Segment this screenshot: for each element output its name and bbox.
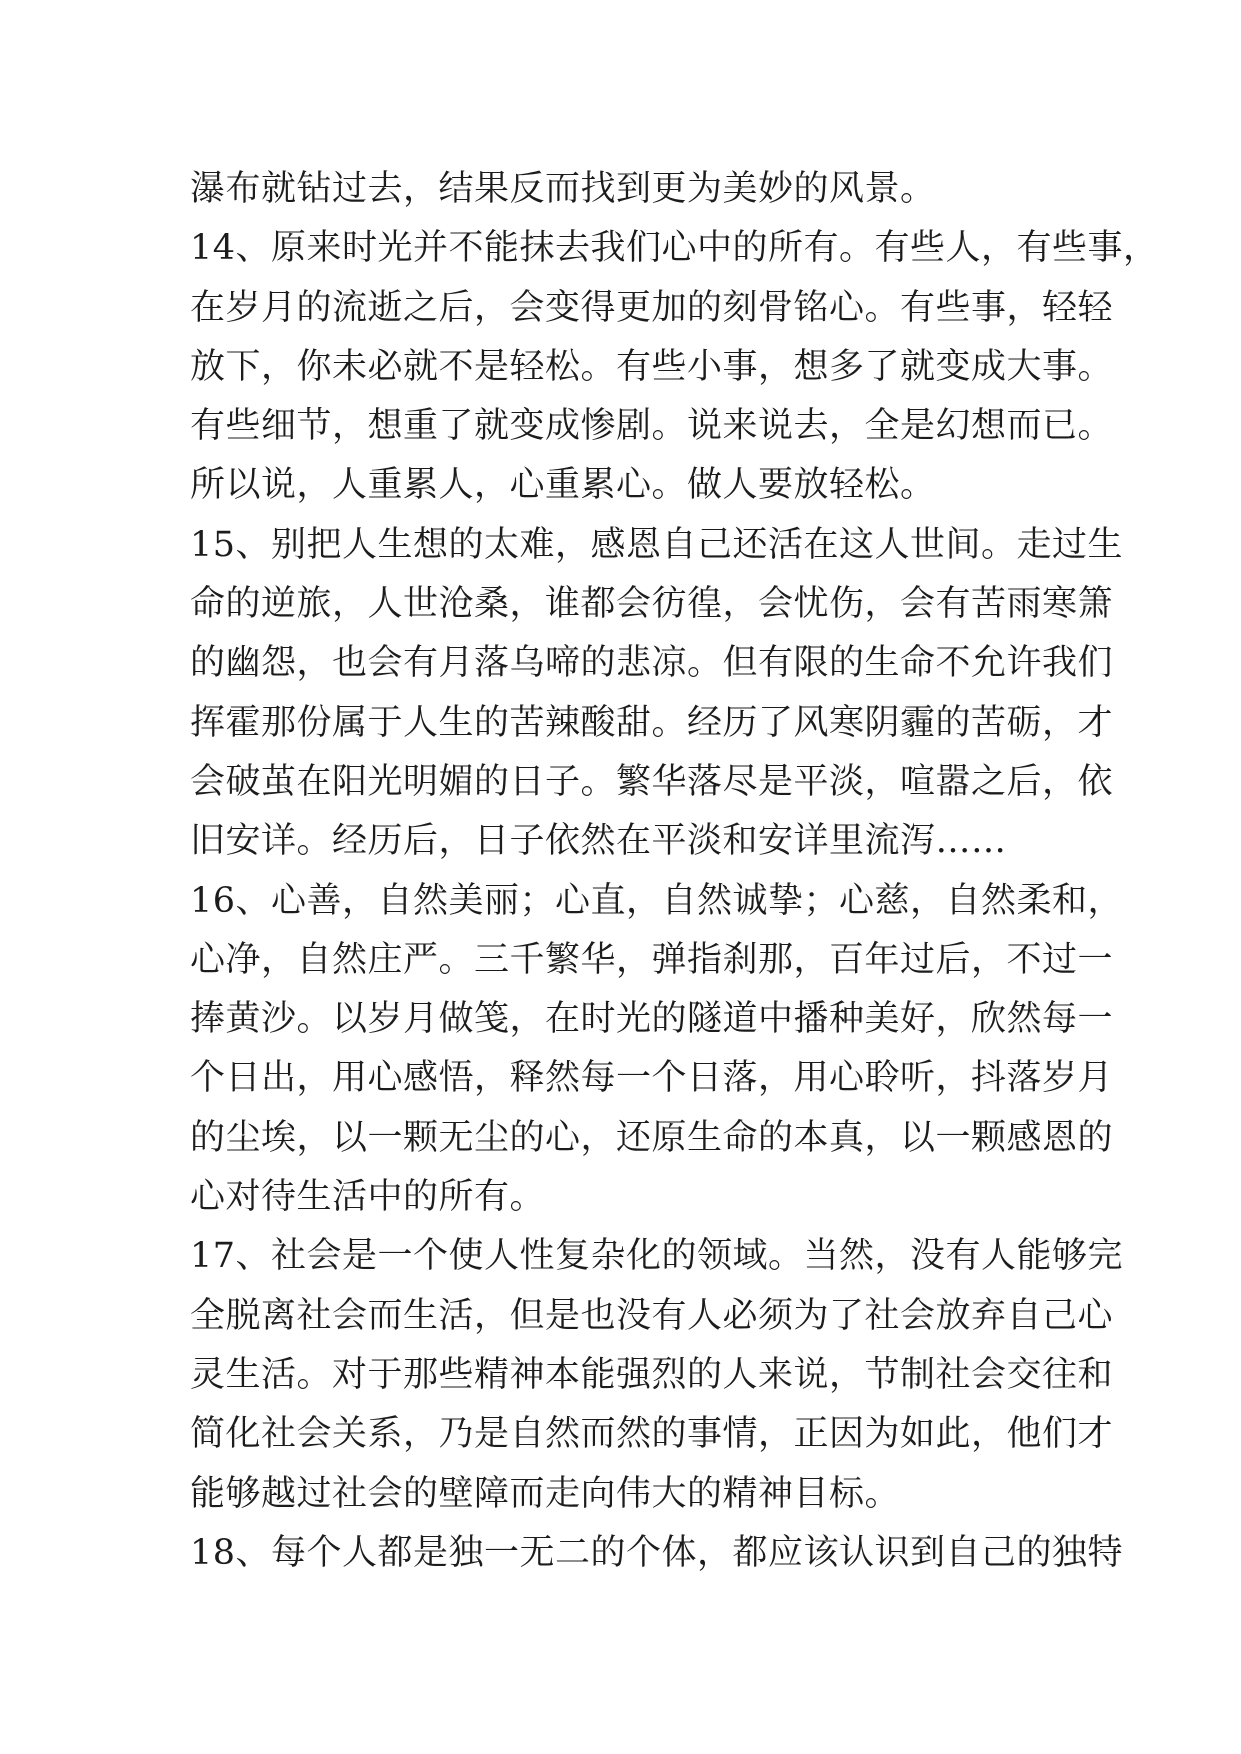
- text-line: 16、心善，自然美丽；心直，自然诚挚；心慈，自然柔和，: [190, 880, 1124, 921]
- text-line: 能够越过社会的壁障而走向伟大的精神目标。: [190, 1473, 901, 1514]
- text-line: 的幽怨，也会有月落乌啼的悲凉。但有限的生命不允许我们: [190, 643, 1114, 684]
- text-line: 灵生活。对于那些精神本能强烈的人来说，节制社会交往和: [190, 1354, 1114, 1395]
- text-line: 心对待生活中的所有。: [190, 1177, 546, 1218]
- text-line: 瀑布就钻过去，结果反而找到更为美妙的风景。: [190, 169, 936, 209]
- text-line: 挥霍那份属于人生的苦辣酸甜。经历了风寒阴霾的苦砺，才: [190, 702, 1114, 743]
- text-line: 14、原来时光并不能抹去我们心中的所有。有些人，有些事，: [190, 228, 1159, 269]
- text-line: 在岁月的流逝之后，会变得更加的刻骨铭心。有些事，轻轻: [190, 287, 1114, 328]
- text-line: 命的逆旅，人世沧桑，谁都会彷徨，会忧伤，会有苦雨寒箫: [190, 584, 1114, 625]
- text-line: 捧黄沙。以岁月做笺，在时光的隧道中播种美好，欣然每一: [190, 999, 1114, 1040]
- text-line: 简化社会关系，乃是自然而然的事情，正因为如此，他们才: [190, 1414, 1114, 1455]
- text-line: 15、别把人生想的太难，感恩自己还活在这人世间。走过生: [190, 524, 1124, 565]
- text-line: 所以说，人重累人，心重累心。做人要放轻松。: [190, 465, 936, 506]
- body-text: [190, 160, 1159, 1583]
- text-line: 18、每个人都是独一无二的个体，都应该认识到自己的独特: [190, 1532, 1124, 1573]
- text-line: 个日出，用心感悟，释然每一个日落，用心聆听，抖落岁月: [190, 1058, 1114, 1099]
- text-line: 17、社会是一个使人性复杂化的领域。当然，没有人能够完: [190, 1236, 1124, 1277]
- text-line: 心净，自然庄严。三千繁华，弹指刹那，百年过后，不过一: [190, 939, 1114, 980]
- text-line: 放下，你未必就不是轻松。有些小事，想多了就变成大事。: [190, 346, 1114, 387]
- text-line: 全脱离社会而生活，但是也没有人必须为了社会放弃自己心: [190, 1295, 1114, 1336]
- text-line: 有些细节，想重了就变成惨剧。说来说去，全是幻想而已。: [190, 406, 1114, 447]
- text-line: 旧安详。经历后，日子依然在平淡和安详里流泻……: [190, 821, 1007, 862]
- text-line: 会破茧在阳光明媚的日子。繁华落尽是平淡，喧嚣之后，依: [190, 761, 1114, 802]
- text-line: 的尘埃，以一颗无尘的心，还原生命的本真，以一颗感恩的: [190, 1117, 1114, 1158]
